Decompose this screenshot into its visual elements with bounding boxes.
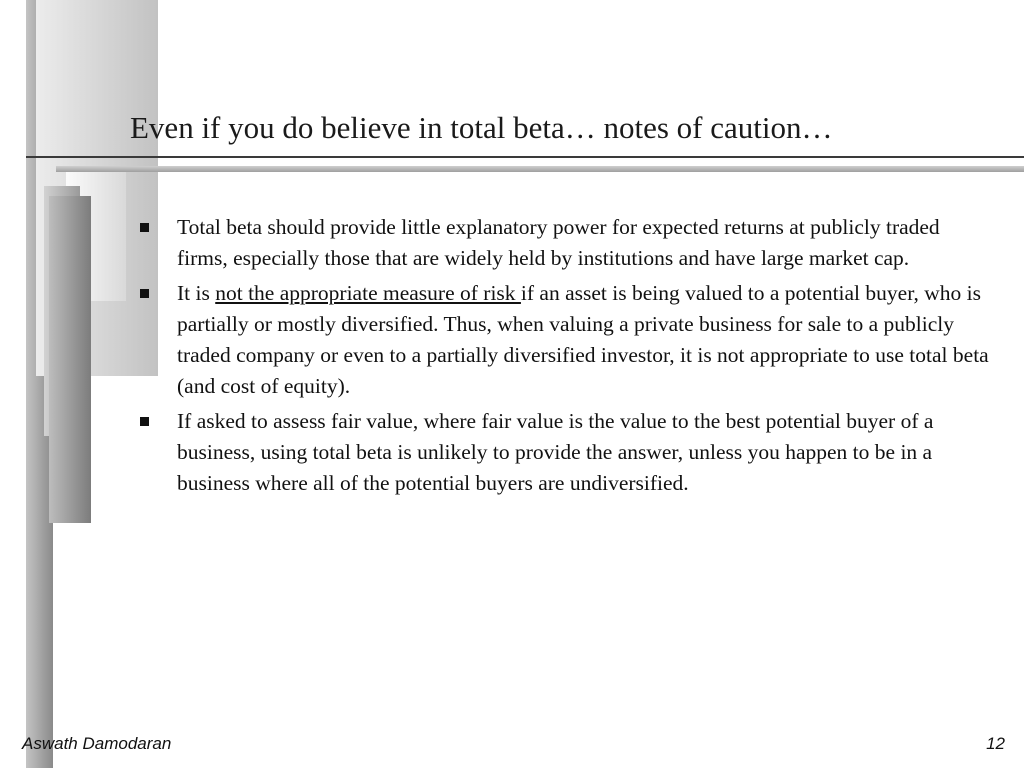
title-divider: [26, 156, 1024, 158]
square-bullet-icon: [140, 223, 149, 232]
page-number: 12: [986, 734, 1005, 753]
bullet-item: [140, 406, 990, 499]
footer-author: Aswath Damodaran: [22, 734, 172, 753]
bullet-item: [140, 278, 990, 402]
square-bullet-icon: [140, 289, 149, 298]
slide-title: Even if you do believe in total beta… notes of caution…: [130, 110, 833, 145]
decorative-bar: [49, 196, 91, 523]
bullet-item: [140, 212, 990, 274]
bullet-text-suffix: if an asset is being valued to a potential buyer, who is partially or mostly diversified. Thus, when valuing a private business for sale to a publicly traded company or even to a partially diversified investor, it is not appropriate to use total beta (and cost of equity).: [177, 281, 989, 398]
bullet-text-emphasis: not the appropriate measure of risk: [215, 281, 521, 305]
square-bullet-icon: [140, 417, 149, 426]
bullet-text-prefix: It is: [177, 281, 216, 305]
bullet-text: If asked to assess fair value, where fair value is the value to the best potential buyer of a business, using total beta is unlikely to provide the answer, unless you happen to be in a business where all of the potential buyers are undiversified.: [177, 409, 934, 495]
bullet-list: [140, 212, 990, 503]
bullet-text: Total beta should provide little explanatory power for expected returns at publicly traded firms, especially those that are widely held by institutions and have large market cap.: [177, 215, 940, 270]
title-divider-shadow: [56, 166, 1024, 172]
